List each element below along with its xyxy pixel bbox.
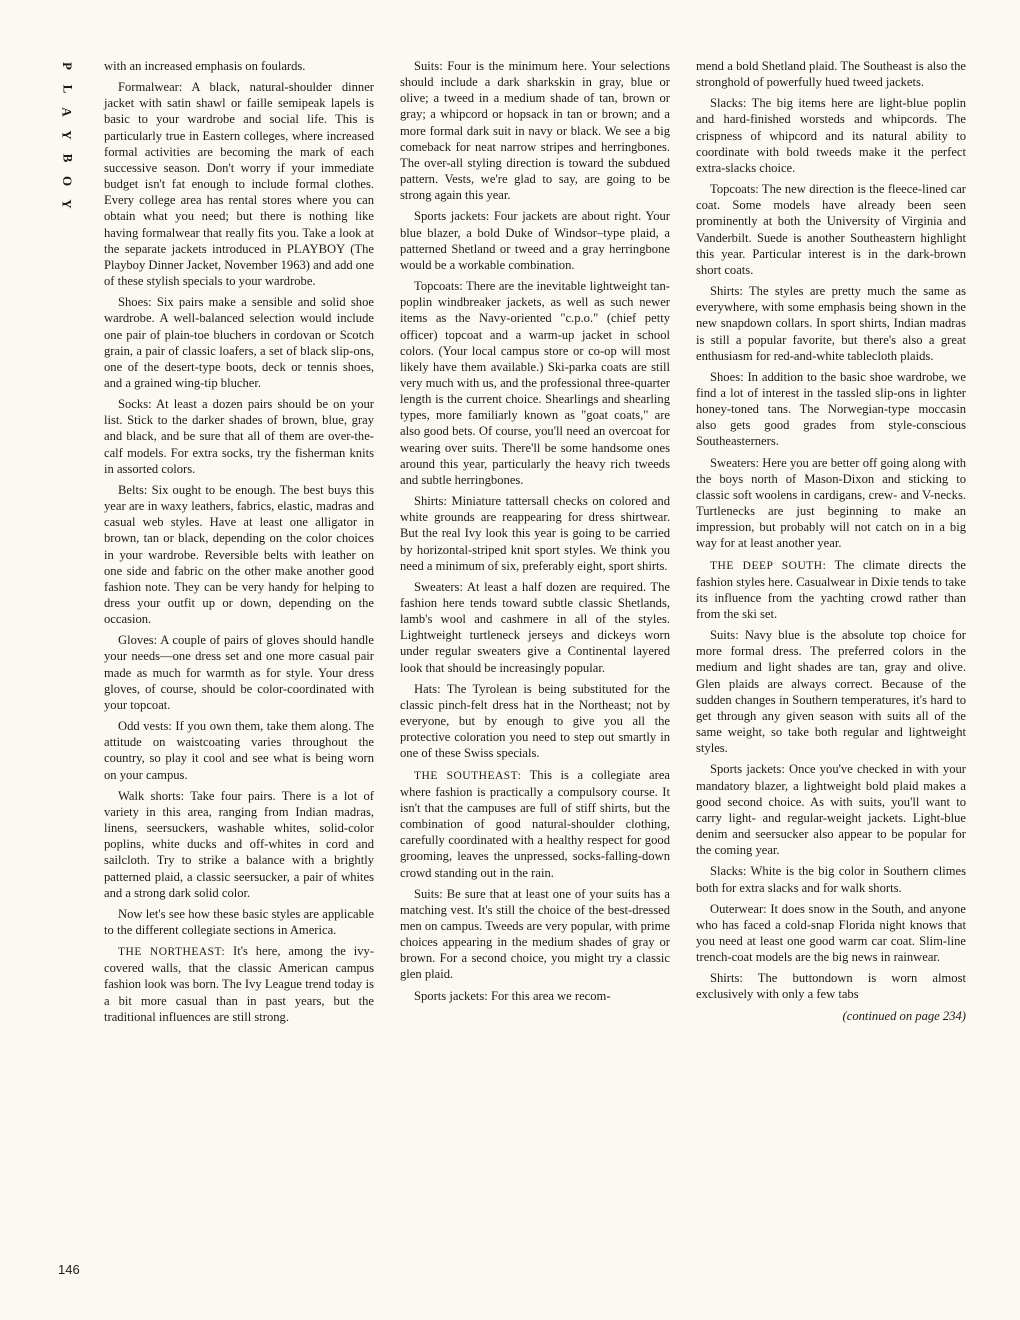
paragraph [696, 369, 966, 450]
paragraph [400, 681, 670, 762]
paragraph-text: Belts: Six ought to be enough. The best buys this year are in waxy leathers, fabrics, elastic, madras and casual web styles. Have at least one alligator in brown, tan or black, depending on the color choices in your wardrobe. Reversible belts with leather on one side and fabric on the other make another good fashion note. They can be very handy for helping to dress your outfit up or down, depending on the occasion. [104, 482, 374, 627]
paragraph-text: Sweaters: At least a half dozen are required. The fashion here tends toward subtle classic Shetlands, lamb's wool and cashmere in all of the styles. Lightweight turtleneck jerseys and dickeys worn under regular sweaters give a Continental layered look that should be increasingly popular. [400, 579, 670, 675]
masthead-letter: Y [59, 130, 75, 140]
paragraph-text: Slacks: The big items here are light-blue poplin and hard-finished worsteds and whipcords. The crispness of whipcord and its natural ability to coordinate with bold tweeds make it the perfect extra-slacks choice. [696, 96, 966, 175]
paragraph-text: Odd vests: If you own them, take them along. The attitude on waistcoating varies throughout the country, so play it cool and see what is being worn on your campus. [104, 719, 374, 782]
paragraph-text: It's here, among the ivy-covered walls, that the classic American campus fashion look was born. The Ivy League trend today is a bit more casual than in past years, but the traditional influences are still strong. [104, 944, 374, 1024]
paragraph-text: Walk shorts: Take four pairs. There is a lot of variety in this area, ranging from Indian madras, linens, seersuckers, washable whites, solid-color poplins, white ducks and off-whites in cord and sailcloth. Try to strike a balance with a brightly patterned plaid, a classic seersucker, a pair of whites and a strong dark solid color. [104, 788, 374, 900]
paragraph [696, 901, 966, 966]
paragraph-text: mend a bold Shetland plaid. The Southeast is also the stronghold of powerfully hued tweed jackets. [696, 59, 966, 90]
section-heading: THE DEEP SOUTH: [710, 559, 827, 572]
paragraph-text: Shirts: The buttondown is worn almost exclusively with only a few tabs [696, 971, 966, 1002]
paragraph [104, 396, 374, 477]
masthead-letter: P [59, 62, 75, 70]
masthead-letter: Y [59, 199, 75, 209]
paragraph-text: Hats: The Tyrolean is being substituted for the classic pinch-felt dress hat in the Northeast; not by everyone, but by enough to give you all the protective coloration you need to step out smartly in one of these Swiss specials. [400, 681, 670, 761]
paragraph [696, 455, 966, 552]
text-column-1 [104, 58, 374, 1030]
paragraph-text: Suits: Be sure that at least one of your suits has a matching vest. It's still the choice of the best-dressed men on campus. Tweeds are very popular, with prime choices appearing in the medium shades of gray or brown. For a second choice, you might try a classic glen plaid. [400, 886, 670, 982]
paragraph [696, 95, 966, 176]
masthead-letter: L [59, 84, 75, 94]
paragraph [696, 761, 966, 858]
paragraph-text: Suits: Navy blue is the absolute top choice for more formal dress. The preferred colors in the medium and light shades are tan, gray and olive. Glen plaids are always correct. Because of the sudden changes in Southern temperatures, it's hard to get through any given season with suits all of the same weight, so take both regular and lightweight styles. [696, 628, 966, 756]
page-number: 146 [58, 1262, 80, 1277]
paragraph-text: with an increased emphasis on foulards. [104, 59, 306, 73]
paragraph [696, 970, 966, 1002]
paragraph [696, 58, 966, 90]
paragraph [104, 906, 374, 938]
paragraph [400, 493, 670, 574]
paragraph [104, 788, 374, 901]
paragraph-text: Sports jackets: Once you've checked in with your mandatory blazer, a lightweight bold plaid makes a good second choice. As with suits, you'll want to carry light- and regular-weight jackets. Light-blue denim and seersucker also appear to be popular for the coming year. [696, 762, 966, 858]
paragraph-text: The climate directs the fashion styles here. Casualwear in Dixie tends to take its influence from the yachting crowd rather than from the ski set. [696, 557, 966, 621]
text-column-2 [400, 58, 670, 1009]
masthead-letter: A [59, 107, 75, 117]
paragraph-text: Sports jackets: Four jackets are about right. Your blue blazer, a bold Duke of Windsor–type plaid, a patterned Shetland or tweed and a gray herringbone would be a workable combination. [400, 209, 670, 272]
paragraph-text: Now let's see how these basic styles are applicable to the different collegiate sections in America. [104, 906, 374, 937]
paragraph [400, 886, 670, 983]
paragraph [104, 79, 374, 289]
paragraph [104, 294, 374, 391]
paragraph-text: Slacks: White is the big color in Southern climes both for extra slacks and for walk shorts. [696, 864, 966, 895]
paragraph [104, 632, 374, 713]
text-column-3 [696, 58, 966, 1029]
paragraph [104, 58, 374, 74]
paragraph [400, 208, 670, 273]
paragraph [104, 943, 374, 1025]
paragraph-text: Sweaters: Here you are better off going along with the boys north of Mason-Dixon and sticking to classic soft woolens in cardigans, crew- and V-necks. Turtlenecks are just beginning to make an impression, but probably will not catch on in a big way for at least another year. [696, 455, 966, 551]
paragraph-text: Outerwear: It does snow in the South, and anyone who has faced a cold-snap Florida night knows that you need at least one good warm car coat. Slim-line trench-coat models are the big news in rainwear. [696, 901, 966, 965]
paragraph [400, 767, 670, 881]
paragraph [696, 283, 966, 364]
paragraph [400, 278, 670, 488]
paragraph [400, 988, 670, 1004]
paragraph [400, 579, 670, 676]
paragraph-text: Sports jackets: For this area we recom- [414, 988, 611, 1003]
masthead [56, 60, 78, 210]
paragraph-text: Topcoats: The new direction is the fleece-lined car coat. Some models have already been seen prominently at both the University of Virginia and Vanderbilt. Suede is another Southeastern highlight this year. Particular interest is in the dark-brown short coats. [696, 182, 966, 277]
paragraph [696, 863, 966, 895]
paragraph [696, 627, 966, 756]
masthead-letter: O [60, 175, 75, 187]
paragraph-text: Topcoats: There are the inevitable lightweight tan-poplin windbreaker jackets, as well as such newer items as the Navy-oriented "c.p.o." (chief petty officer) topcoat and a warm-up jacket in school colors. (Your local campus store or co-op will most likely have them available.) Ski-parka coats are still very much with us, and the professional three-quarter length is the current choice. Shearlings and shearling types, more familiarly known as "goat coats," are also good bets. Of course, you'll need an overcoat for wearing over suits. There'll be some handsome ones around this year, particularly the heavy rich tweeds and subtle herringbones. [400, 279, 670, 487]
paragraph-text: Shirts: Miniature tattersall checks on colored and white grounds are reappearing for dress shirtwear. But the real Ivy look this year is going to be carried by horizontal-striped knit sport styles. We think you need a minimum of six, preferably eight, sport shirts. [400, 494, 670, 573]
section-heading: THE NORTHEAST: [118, 946, 226, 959]
masthead-letter: B [59, 153, 75, 163]
paragraph-text: Shirts: The styles are pretty much the same as everywhere, with some emphasis being shown in the new snapdown collars. In sport shirts, Indian madras is still a popular favorite, but there's also a great enthusiasm for red-and-white tablecloth plaids. [696, 284, 966, 363]
paragraph-text: Gloves: A couple of pairs of gloves should handle your needs—one dress set and one more casual pair made as much for warmth as for style. Your dress gloves, of course, should be color-coordinated with your topcoat. [104, 633, 374, 712]
paragraph-text: Suits: Four is the minimum here. Your selections should include a dark sharkskin in gray, blue or olive; a tweed in a medium shade of tan, brown or gray; a whipcord or hopsack in tan or brown; and a more formal dark suit in navy or black. We see a big comeback for neat narrow stripes and herringbones. The over-all styling direction is toward the subdued pattern. Vests, we're glad to say, are going to be strong again this year. [400, 59, 670, 203]
paragraph-text: Formalwear: A black, natural-shoulder dinner jacket with satin shawl or faille semipeak lapels is basic to your wardrobe and social life. This is particularly true in Eastern colleges, where increased formal activities are becoming the mark of each successive season. Don't worry if your immediate budget isn't fat enough to include formal clothes. Every college area has rental stores where you can obtain what you need; but there is nothing like having formalwear that really fits you. Take a look at the separate jackets introduced in PLAYBOY (The Playboy Dinner Jacket, November 1963) and add one of these stylish specials to your wardrobe. [104, 80, 374, 289]
paragraph [400, 58, 670, 203]
section-heading: THE SOUTHEAST: [414, 769, 522, 782]
paragraph-text: This is a collegiate area where fashion is practically a compulsory course. It isn't that the campuses are full of stiff shirts, but the combination of good natural-shoulder clothing, carefully coordinated with a healthy respect for good grooming, leaves the unpressed, socks-falling-down crowd standing out in the rain. [400, 767, 670, 880]
paragraph-text: Socks: At least a dozen pairs should be on your list. Stick to the darker shades of brown, blue, gray and black, and be sure that all of them are over-the-calf models. For extra socks, try the fisherman knits in assorted colors. [104, 397, 374, 476]
continued-note: (continued on page 234) [842, 1008, 966, 1023]
paragraph-text: Shoes: In addition to the basic shoe wardrobe, we find a lot of interest in the tassled slip-ons in lighter honey-toned tans. The Norwegian-type moccasin also gets good grades from style-conscious Southeasterners. [696, 369, 966, 449]
paragraph [696, 557, 966, 623]
paragraph [104, 482, 374, 627]
paragraph-text: Shoes: Six pairs make a sensible and solid shoe wardrobe. A well-balanced selection would include one pair of plain-toe bluchers in cordovan or Scotch grain, a pair of classic loafers, a set of black slip-ons, one of the desert-type boots, deck or tennis shoes, and a grained wing-tip blucher. [104, 295, 374, 390]
paragraph [104, 718, 374, 783]
paragraph [696, 181, 966, 278]
